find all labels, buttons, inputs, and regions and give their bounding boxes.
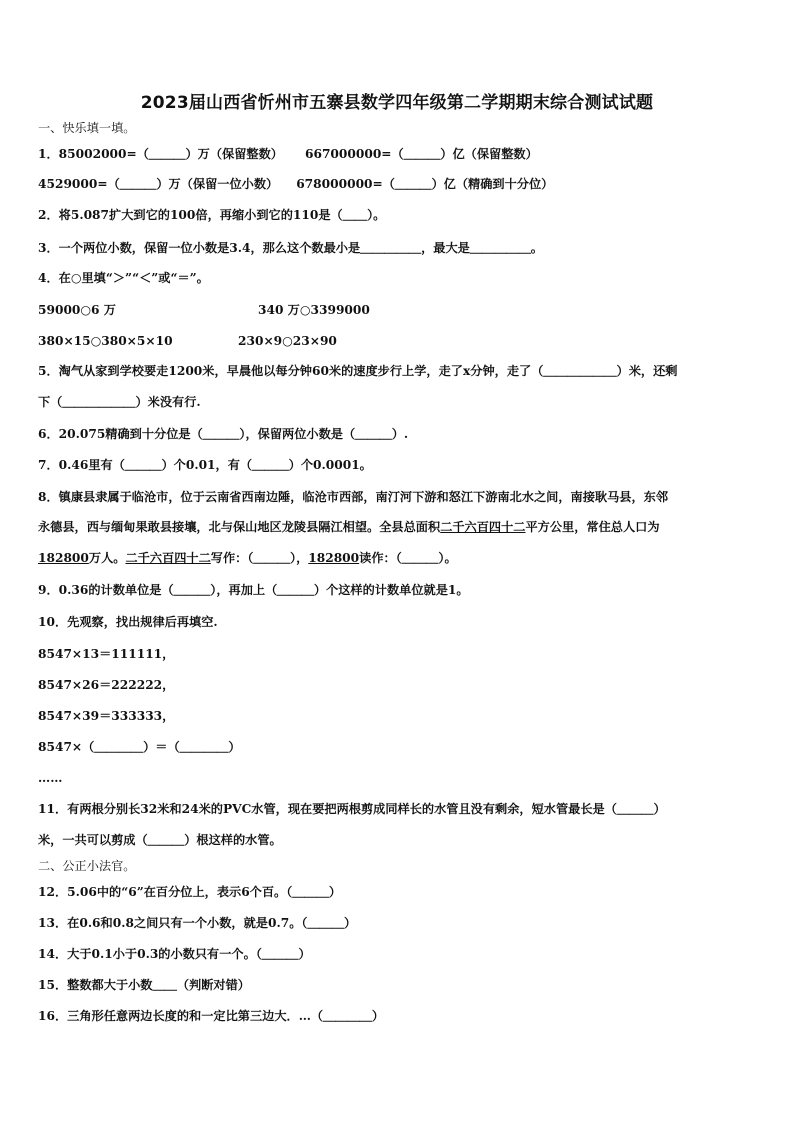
question-8-text: 读作：（＿＿＿）。: [359, 551, 457, 565]
question-1-row-2: [38, 176, 758, 193]
question-8-text: 写作：（＿＿＿），: [210, 551, 309, 565]
question-3: 3．一个两位小数，保留一位小数是3.4，那么这个数最小是＿＿＿＿＿，最大是＿＿＿＿＿。: [38, 241, 543, 255]
question-4d: 230×9○23×90: [238, 334, 337, 348]
question-4a: 59000○6 万: [38, 303, 116, 317]
question-8-line-2: [38, 519, 758, 536]
question-10-stem: 10．先观察，找出规律后再填空.: [38, 615, 218, 629]
question-4b: 340 万○3399000: [258, 303, 370, 317]
question-1-row-1: [38, 146, 758, 163]
question-7: 7．0.46里有（＿＿＿）个0.01，有（＿＿＿）个0.0001。: [38, 458, 372, 472]
underlined-number-text: 二千六百四十二: [440, 520, 526, 534]
question-9: 9．0.36的计数单位是（＿＿＿），再加上（＿＿＿）个这样的计数单位就是1。: [38, 583, 469, 597]
question-2: 2．将5.087扩大到它的100倍，再缩小到它的110是（＿＿）。: [38, 208, 386, 222]
question-13: 13．在0.6和0.8之间只有一个小数，就是0.7。（＿＿＿）: [38, 916, 357, 930]
question-10-row-4: 8547×（＿＿＿＿）＝（＿＿＿＿）: [38, 740, 241, 754]
question-10-row-2: 8547×26＝222222，: [38, 678, 175, 692]
underlined-population: 182800: [38, 551, 89, 565]
section-heading-2: 二、公正小法官。: [38, 859, 136, 873]
question-12: 12．5.06中的“6”在百分位上，表示6个百。（＿＿＿）: [38, 885, 342, 899]
question-11-line-2: 米，一共可以剪成（＿＿＿）根这样的水管。: [38, 833, 282, 847]
section-heading-1: 一、快乐填一填。: [38, 121, 136, 135]
question-14: 14．大于0.1小于0.3的小数只有一个。（＿＿＿）: [38, 947, 311, 961]
question-5-line-1: 5．淘气从家到学校要走1200米，早晨他以每分钟60米的速度步行上学，走了x分钟，走了（＿＿＿＿＿＿）米，还剩: [38, 364, 678, 378]
question-10-ellipsis: ……: [38, 771, 63, 785]
question-16: 16．三角形任意两边长度的和一定比第三边大．…（＿＿＿＿）: [38, 1009, 385, 1023]
page-title: 2023届山西省忻州市五寨县数学四年级第二学期期末综合测试试题: [140, 93, 654, 113]
question-6: 6．20.075精确到十分位是（＿＿＿），保留两位小数是（＿＿＿）.: [38, 427, 409, 441]
question-8-text: 平方公里，常住总人口为: [525, 520, 660, 534]
question-10-row-3: 8547×39＝333333，: [38, 709, 175, 723]
question-1c: 4529000=（＿＿＿）万（保留一位小数）: [38, 177, 279, 191]
question-1b: 667000000=（＿＿＿）亿（保留整数）: [304, 147, 538, 161]
question-10-row-1: 8547×13＝111111，: [38, 647, 175, 661]
question-8-text: 永德县，西与缅甸果敢县接壤，北与保山地区龙陵县隔江相望。全县总面积: [38, 520, 441, 534]
question-1a: 1．85002000=（＿＿＿）万（保留整数）: [38, 147, 283, 161]
question-11-line-1: 11．有两根分别长32米和24米的PVC水管，现在要把两根剪成同样长的水管且没有剩余，短水管最长是（＿＿＿）: [38, 802, 666, 816]
underlined-population: 182800: [308, 551, 360, 565]
question-4c: 380×15○380×5×10: [38, 334, 173, 348]
question-5-line-2: 下（＿＿＿＿＿＿）米没有行.: [38, 395, 201, 409]
question-1d: 678000000=（＿＿＿）亿（精确到十分位）: [296, 177, 554, 191]
question-8-text: 万人。: [88, 551, 126, 565]
question-15: 15．整数都大于小数＿＿（判断对错）: [38, 978, 250, 992]
question-8-line-3: [38, 550, 758, 567]
question-8-line-1: 8．镇康县隶属于临沧市，位于云南省西南边陲，临沧市西部，南汀河下游和怒江下游南北水之间，南接耿马县，东邻: [38, 490, 669, 504]
question-4-stem: 4．在○里填“＞”“＜”或“＝”。: [38, 271, 209, 285]
underlined-number-text: 二千六百四十二: [125, 551, 211, 565]
